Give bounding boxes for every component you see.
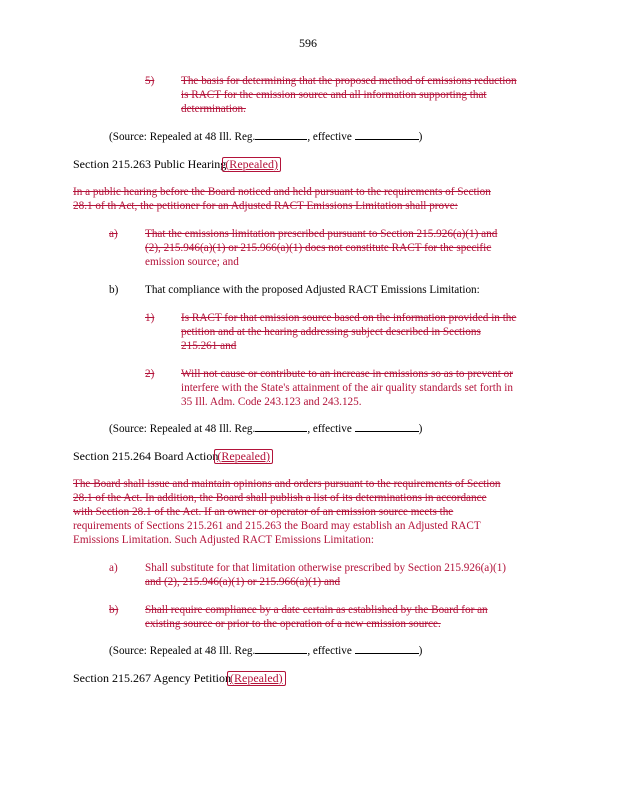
s263-intro-line-2: 28.1 of th Act, the petitioner for an Adjusted RACT Emissions Limitation shall prove:: [73, 200, 458, 212]
source-note-2: (Source: Repealed at 48 Ill. Reg. , effective ): [109, 423, 423, 435]
s263-b1-line-2: petition and at the hearing addressing subject described in Sections: [181, 326, 481, 338]
s263-a-line-3: emission source; and: [145, 256, 239, 268]
s264-line-5: Emissions Limitation. Such Adjusted RACT Emissions Limitation:: [73, 534, 374, 546]
item-5-number: 5): [145, 75, 155, 87]
s264-b-label: b): [109, 604, 119, 616]
s264-struck-line-1: The Board shall issue and maintain opinions and orders pursuant to the requirements of Section: [73, 478, 501, 490]
item-5-line-2: is RACT for the emission source and all information supporting that: [181, 89, 487, 101]
s264-a-line-2: and (2), 215.946(a)(1) or 215.966(a)(1) and: [145, 576, 341, 588]
repealed-tag-263: (Repealed): [222, 157, 281, 172]
s264-a-line-1: Shall substitute for that limitation otherwise prescribed by Section 215.926(a)(1): [145, 562, 507, 574]
s263-b-text: That compliance with the proposed Adjusted RACT Emissions Limitation:: [145, 284, 480, 296]
s263-intro-line-1: In a public hearing before the Board noticed and held pursuant to the requirements of Section: [73, 186, 491, 198]
s263-b-label: b): [109, 284, 119, 296]
s264-a-label: a): [109, 562, 118, 574]
s263-b2-label: 2): [145, 368, 155, 380]
s263-b1-line-3: 215.261 and: [181, 340, 237, 352]
s263-b2-line-3: 35 Ill. Adm. Code 243.123 and 243.125.: [181, 396, 362, 408]
s263-b1-label: 1): [145, 312, 155, 324]
s264-line-4: requirements of Sections 215.261 and 215.263 the Board may establish an Adjusted RACT: [73, 520, 481, 532]
s264-b-line-1: Shall require compliance by a date certain as established by the Board for an: [145, 604, 488, 616]
s263-b1-line-1: Is RACT for that emission source based on the information provided in the: [181, 312, 517, 324]
section-215-264-heading: Section 215.264 Board Action(Repealed): [73, 449, 273, 464]
section-215-267-heading: Section 215.267 Agency Petition(Repealed): [73, 671, 286, 686]
page-number: 596: [299, 36, 317, 50]
item-5-line-3: determination.: [181, 103, 246, 115]
s263-a-label: a): [109, 228, 118, 240]
s263-b2-line-2: interfere with the State's attainment of the air quality standards set forth in: [181, 382, 513, 394]
s263-b2-line-1: Will not cause or contribute to an increase in emissions so as to prevent or: [181, 368, 513, 380]
repealed-tag-267: (Repealed): [227, 671, 286, 686]
s264-b-line-2: existing source or prior to the operation of a new emission source.: [145, 618, 441, 630]
s264-struck-line-2: 28.1 of the Act. In addition, the Board shall publish a list of its determinations in accordance: [73, 492, 487, 504]
s264-struck-line-3: with Section 28.1 of the Act. If an owner or operator of an emission source meets the: [73, 506, 454, 518]
source-note-1: (Source: Repealed at 48 Ill. Reg. , effective ): [109, 131, 423, 143]
repealed-tag-264: (Repealed): [214, 449, 273, 464]
s263-a-line-2: (2), 215.946(a)(1) or 215.966(a)(1) does not constitute RACT for the specific: [145, 242, 492, 254]
section-215-263-heading: Section 215.263 Public Hearing(Repealed): [73, 157, 281, 172]
source-note-3: (Source: Repealed at 48 Ill. Reg. , effective ): [109, 645, 423, 657]
item-5-line-1: The basis for determining that the proposed method of emissions reduction: [181, 75, 517, 87]
s263-a-line-1: That the emissions limitation prescribed pursuant to Section 215.926(a)(1) and: [145, 228, 498, 240]
